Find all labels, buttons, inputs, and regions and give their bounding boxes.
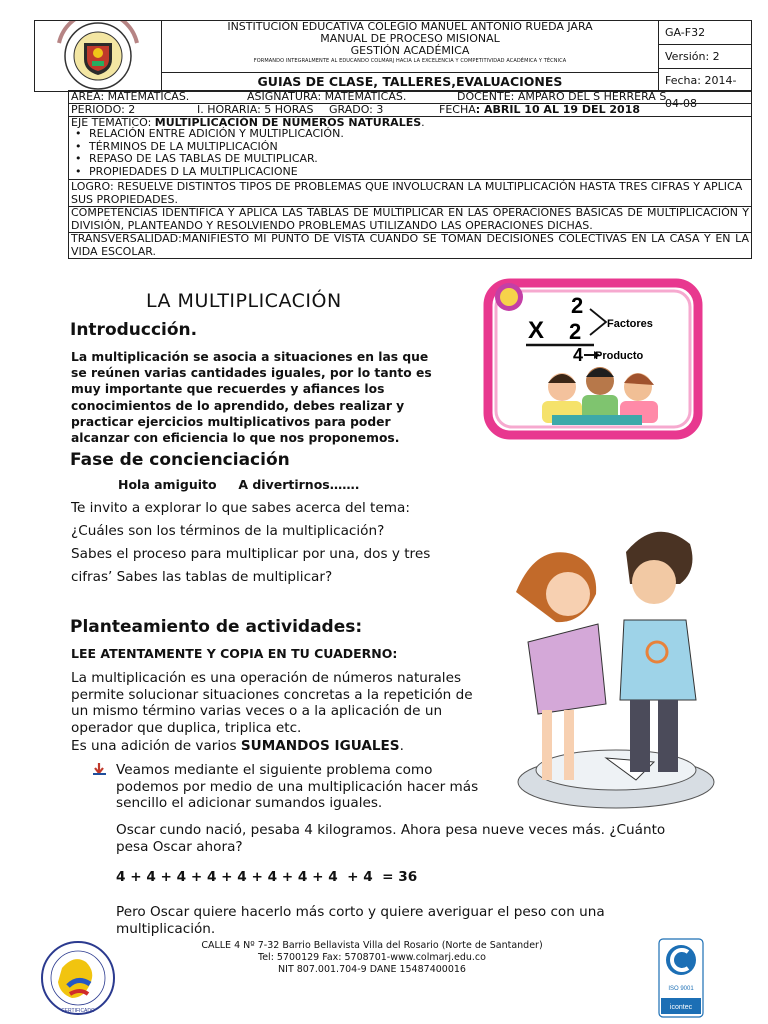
asignatura-label: ASIGNATURA: MATEMÁTICAS. (247, 90, 407, 103)
icontec-iso-logo (658, 938, 704, 1018)
times-sign: X (528, 317, 545, 344)
adicion-line (71, 738, 404, 754)
topic-item: • REPASO DE LAS TABLAS DE MULTIPLICAR. (89, 153, 749, 166)
topic-item: • PROPIEDADES D LA MULTIPLICACIONE (89, 166, 749, 179)
oscar-problem: Oscar cundo nació, pesaba 4 kilogramos. Ahora pesa nueve veces más. ¿Cuánto pesa Oscar ahora? (116, 822, 666, 855)
docente-label: DOCENTE: AMPARO DEL S HERRERA S (457, 90, 667, 103)
fecha-field (439, 104, 640, 116)
intro-text: La multiplicación se asocia a situaciones en las que se reúnen varias cantidades iguales, por lo tanto es muy importante que recuerdes y afiances los conocimientos de lo aprendido, debes realizar y practicar ejercicios multiplicativos para poder alcanzar con eficiencia lo que nos proponemos. (71, 350, 432, 446)
footer-address (162, 940, 582, 976)
fecha-value: : ABRIL 10 AL 19 DEL 2018 (475, 103, 641, 116)
grado-label: GRADO: 3 (329, 103, 384, 116)
header-gestion: GESTIÓN ACADÉMICA (350, 44, 470, 57)
horaria-label: I. HORARIA: 5 HORAS (197, 103, 314, 116)
info-row-transversalidad: TRANSVERSALIDAD:MANIFIESTO MI PUNTO DE VISTA CUANDO SE TOMAN DECISIONES COLECTIVAS EN LA CASA Y EN LA VIDA ESCOLAR. (71, 232, 749, 258)
adicion-prefix: Es una adición de varios (71, 738, 241, 754)
header-meta (659, 21, 751, 110)
fase-heading: Fase de concienciación (70, 450, 290, 470)
multiplication-terms-figure (482, 277, 704, 441)
definition-text: La multiplicación es una operación de números naturales permite solucionar situaciones concretas a la repetición de un mismo término varias veces o a la aplicación de un operador que duplica, triplica etc. (71, 670, 473, 736)
children-scale-illustration (506, 522, 716, 810)
doc-version: Versión: 2 (659, 45, 751, 69)
header-school-name: INSTITUCIÓN EDUCATIVA COLEGIO MANUEL ANTONIO RUEDA JARA (227, 20, 593, 33)
iso-label: ISO 9001 (668, 986, 694, 992)
doc-date: Fecha: 2014-04-08 (665, 74, 737, 110)
children-illustration (542, 367, 658, 425)
oscar-shortcut: Pero Oscar quiere hacerlo más corto y quiere averiguar el peso con una multiplicación. (116, 904, 605, 937)
question-4: cifras’ Sabes las tablas de multiplicar? (71, 569, 333, 585)
factor-two: 2 (569, 319, 582, 344)
instruction-copy: LEE ATENTAMENTE Y COPIA EN TU CUADERNO: (71, 646, 398, 661)
adicion-bold: SUMANDOS IGUALES (240, 738, 400, 754)
periodo-label: PERIODO: 2 (71, 103, 136, 116)
area-label: AREA: MATEMÁTICAS. (71, 90, 190, 103)
topic-item: • TÉRMINOS DE LA MULTIPLICACIÓN (89, 141, 749, 154)
info-table (68, 90, 752, 259)
header-motto: FORMANDO INTEGRALMENTE AL EDUCANDO COLMARJ HACIA LA EXCELENCIA Y COMPETITIVIDAD ACADÉMICA Y TÉCNICA (253, 58, 567, 64)
intro-heading: Introducción. (70, 320, 198, 340)
arrow-bullet-icon (92, 762, 108, 776)
school-logo (35, 21, 161, 91)
seal-caption: CERTIFICADO (61, 1008, 95, 1014)
eje-label: EJE TEMATICO: (71, 116, 155, 129)
footer-line-1: CALLE 4 Nº 7-32 Barrio Bellavista Villa del Rosario (Norte de Santander) (201, 940, 543, 951)
fecha-label: FECHA (439, 103, 476, 116)
question-2: ¿Cuáles son los términos de la multiplicación? (71, 523, 385, 539)
info-row-area (69, 90, 751, 103)
greeting: Hola amiguito A divertirnos……. (118, 477, 360, 492)
question-1: Te invito a explorar lo que sabes acerca del tema: (71, 500, 410, 516)
info-row-logro: LOGRO: RESUELVE DISTINTOS TIPOS DE PROBLEMAS QUE INVOLUCRAN LA MULTIPLICACIÓN HASTA TRES CIFRAS Y APLICA SUS PROPIEDADES. (69, 179, 751, 206)
adicion-suffix: . (399, 738, 404, 754)
eje-value: MULTIPLICACIÓN DE NÚMEROS NATURALES (154, 116, 422, 129)
info-row-eje: EJE TEMATICO: MULTIPLICACIÓN DE NÚMEROS NATURALES. • RELACIÓN ENTRE ADICIÓN Y MULTIPLICACIÓN. • TÉRMINOS DE LA MULTIPLICACIÓN • REPASO DE LAS TABLAS DE MULTIPLICAR. • PROPIEDADES D LA MULTIPLICACIONE (69, 116, 751, 179)
header-center (162, 21, 659, 91)
page-title: LA MULTIPLICACIÓN (146, 290, 342, 312)
footer-line-3: NIT 807.001.704-9 DANE 15487400016 (278, 964, 466, 975)
question-3: Sabes el proceso para multiplicar por una, dos y tres (71, 546, 431, 562)
footer-line-2: Tel: 5700129 Fax: 5708701-www.colmarj.edu.co (258, 952, 486, 963)
topic-item: • RELACIÓN ENTRE ADICIÓN Y MULTIPLICACIÓN. (89, 128, 749, 141)
certification-seal (38, 938, 118, 1018)
veamos-text: Veamos mediante el siguiente problema como podemos por medio de una multiplicación hacer más sencillo el adicionar sumandos iguales. (116, 762, 479, 811)
icontec-label: icontec (669, 1004, 693, 1011)
producto-label: Producto (595, 350, 644, 362)
info-row-competencias: COMPETENCIAS IDENTIFICA Y APLICA LAS TABLAS DE MULTIPLICAR EN LAS OPERACIONES BÁSICAS DE MULTIPLICACIÓN Y DIVISIÓN, PLANTEANDO Y RESOLVIENDO PROBLEMAS UTILIZANDO LAS OPERACIONES DICHAS. (71, 206, 749, 232)
header-manual: MANUAL DE PROCESO MISIONAL (320, 32, 500, 45)
factor-one: 2 (571, 293, 584, 318)
school-logo-cell (35, 21, 162, 91)
plan-heading: Planteamiento de actividades: (70, 617, 363, 637)
factores-label: Factores (607, 318, 653, 330)
header-guide-title: GUIAS DE CLASE, TALLERES,EVALUACIONES (162, 72, 658, 91)
sum-expression: 4 + 4 + 4 + 4 + 4 + 4 + 4 + 4 + 4 = 36 (116, 869, 418, 885)
info-row-periodo (69, 103, 751, 116)
product-value: 4 (573, 345, 584, 365)
topic-list (71, 128, 749, 178)
doc-code: GA-F32 (659, 21, 751, 45)
